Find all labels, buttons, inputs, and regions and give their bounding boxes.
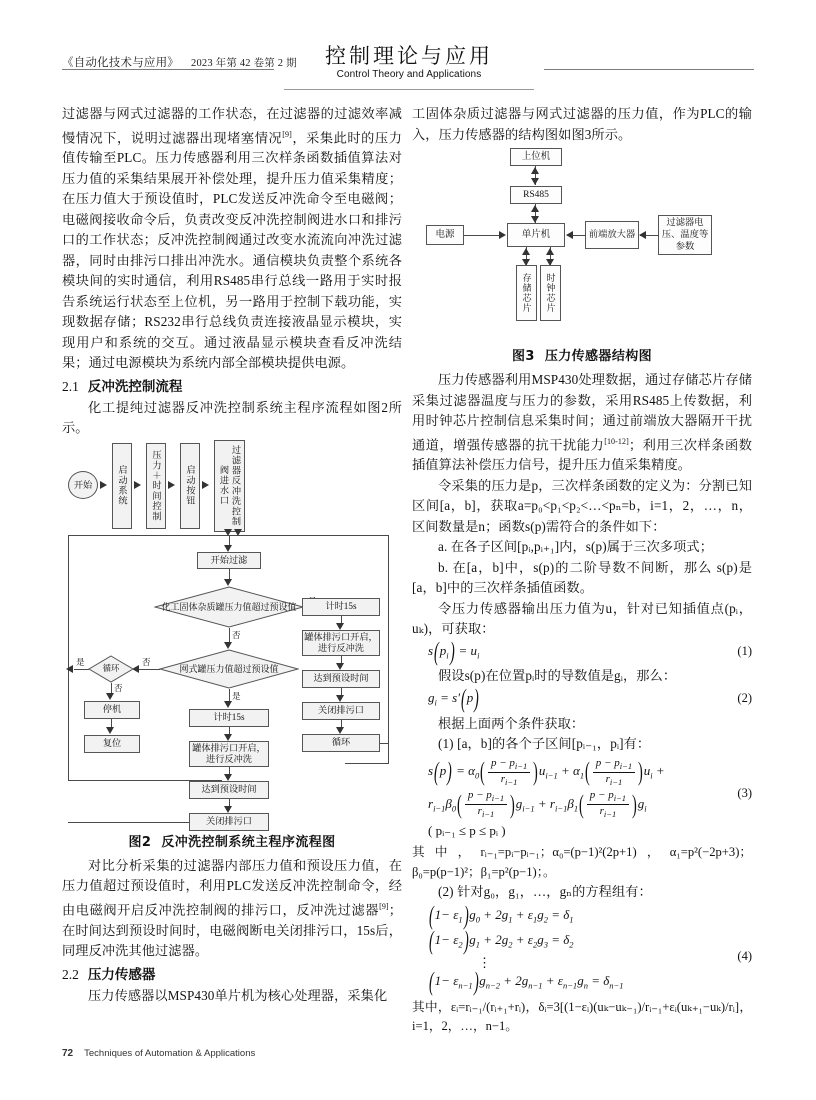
right-paragraph-7: (1) [a，b]的各个子区间[pᵢ₋₁，pᵢ]有： — [438, 736, 651, 752]
heading-2-1-number: 2.1 — [62, 378, 79, 394]
flow-start-oval: 开始 — [68, 471, 98, 499]
block-filter-params: 过滤器电压、温度等参数 — [658, 215, 712, 255]
flow-box-startup-system: 启动系统 — [112, 443, 132, 529]
flow-box-valve-inlet: 过滤器反冲洗控制阀进水口 — [214, 440, 245, 532]
arrow-begin-to-d1 — [224, 579, 232, 586]
line-right-cycle-out — [380, 743, 389, 744]
equation-3 — [412, 757, 752, 842]
condition-b: b. 在[a，b]中，s(p)的二阶导数不间断，那么 s(p)是[a，b]中的三次样条插值函数。 — [412, 559, 752, 596]
figure-2-caption-number: 图2 — [128, 834, 152, 850]
arrow-power-to-mcu — [499, 231, 506, 239]
right-paragraph-4: 令压力传感器输出压力值为u，针对已知插值点(pᵢ，uₖ)，可获取： — [412, 600, 752, 637]
equation-3-where: 其中，rᵢ₋₁=pᵢ−pᵢ₋₁；α₀=(p−1)²(2p+1)，α₁=p²(−2p+3)；β₀=p(p−1)²；β₁=p²(p−1)；。 — [412, 845, 752, 879]
equation-3-line-2: $r_{i-1}\beta_0$( $\frac{p - p_{i-1}}{r_{i-1}}$ )$g_{i-1} + r_{i-1}\beta_1$( $\frac{p - p_{i-1}}{r_{i-1}}$ )$g_i$ (3) — [412, 789, 752, 820]
equation-4-line-n: $(1- \varepsilon_{n-1})g_{n-2} + 2g_{n-1} + \varepsilon_{n-1}g_n = \delta_{n-1}$ — [428, 967, 624, 997]
section-title-cn: 控制理论与应用 — [325, 44, 493, 68]
equation-4 — [412, 900, 752, 997]
page-footer — [62, 1048, 754, 1059]
arrow-d3-no — [106, 693, 114, 700]
right-para2-a: 压力传感器利用MSP430处理数据，通过存储芯片存储采集过滤器温度与压力的参数，采用RS485上传数据，利用时钟芯片控制信息采集时间；通过前端放大器隔开干扰通道，增强传感器的抗干扰能力 — [412, 372, 752, 452]
right-paragraph-1: 工固体杂质过滤器与网式过滤器的压力值，作为PLC的输入，压力传感器的结构图如图3所示。 — [412, 106, 752, 142]
label-d2-no: 否 — [142, 656, 151, 667]
equation-1-number: (1) — [737, 643, 752, 658]
arrow-up-host — [531, 167, 539, 174]
heading-2-2 — [62, 964, 402, 986]
line-power-mcu — [464, 235, 502, 236]
arrow-loop-down-b — [234, 529, 242, 536]
left-para1-a: 过滤器与网式过滤器的工作状态，在过滤器的过滤效率减慢情况下，说明过滤器出现堵塞情况 — [62, 106, 402, 145]
loop-line-left — [68, 535, 69, 780]
block-clock-chip: 时钟芯片 — [540, 265, 561, 321]
flow-box-reset: 复位 — [84, 735, 140, 753]
journal-title-cn: 《自动化技术与应用》 — [62, 57, 179, 69]
arrow-down-mcu — [531, 216, 539, 223]
flow-box-right-close-drain: 关闭排污口 — [302, 702, 380, 720]
flow-box-mid-reach-time: 达到预设时间 — [189, 781, 269, 799]
equation-2-body: $g_i = s'(p)$ — [428, 684, 479, 713]
arrow-mid2 — [224, 774, 232, 781]
flow-box-stop-machine: 停机 — [84, 701, 140, 719]
flow-decision-solid-tank-pressure — [154, 586, 304, 628]
arrow-box1-to-box2 — [134, 481, 141, 489]
arrow-down-rs485 — [531, 178, 539, 185]
equation-3-number: (3) — [737, 785, 752, 800]
right-paragraph-9: (2) 针对g₀，g₁，…，gₙ的方程组有： — [438, 884, 652, 900]
left-para3-b: ；在时间达到预设时间时，电磁阀断电关闭排污口，15s后，同理反冲洗其他过滤器。 — [62, 902, 402, 959]
left-para3-reference: [9] — [379, 901, 389, 911]
figure-2-caption-text: 反冲洗控制系统主程序流程图 — [161, 834, 336, 850]
flow-box-right-cycle: 循环 — [302, 734, 380, 752]
arrow-valve-down-a — [224, 529, 232, 536]
equation-4-vdots: ⋮ — [478, 955, 491, 971]
left-paragraph-1 — [62, 104, 402, 374]
header-rule-left — [62, 69, 274, 70]
arrow-box2-to-box3 — [168, 481, 175, 489]
figure-3-block-diagram — [412, 145, 752, 338]
flow-box-mid-close-drain: 关闭排污口 — [189, 813, 269, 831]
left-paragraph-4: 压力传感器以MSP430单片机为核心处理器，采集化 — [88, 987, 388, 1003]
left-para1-b: ，采集此时的压力值传输至PLC。压力传感器利用三次样条函数插值算法对压力值的采集结果展开补偿处理，提升压力值采集精度；在压力值大于预设值时，PLC发送反冲洗命令至电磁阀；电磁阀接收命令后，负责改变反冲洗控制阀进水口和排污口的工作状态；反冲洗控制阀通过改变水流流向冲洗过滤器，同时由排污口排出冲洗水。通信模块负责整个系统各模块间的实时通信，利用RS485串行总线一路用于实时报告系统运行状态至上位机，另一路用于控制下载功能，实现数据存储；RS232串行总线负责连接液晶显示模块，实现用户和系统的交互。通过液晶显示模块查看反冲洗结果；通过电源模块为系统内部全部模块提供电源。 — [62, 129, 402, 371]
flow-box-begin-filter: 开始过滤 — [197, 552, 261, 569]
label-d2-yes: 是 — [232, 690, 241, 701]
arrow-into-begin-filter — [224, 545, 232, 552]
right-para2-b: ；利用三次样条函数插值算法补偿压力信号，提升压力值采集精度。 — [412, 436, 752, 473]
journal-volume-info: 2023 年第 42 卷第 2 期 — [191, 58, 297, 69]
left-para1-reference: [9] — [282, 129, 292, 139]
equation-4-line-1: $(1- \varepsilon_1)g_0 + 2g_1 + \varepsilon_1g_2 = \delta_1$ — [428, 900, 574, 930]
equation-3-line-1: $s(p) = \alpha_0$( $\frac{p - p_{i-1}}{r_{i-1}}$ )$u_{i-1} + \alpha_1$( $\frac{p - p_{i-1}}{r_{i-1}}$ )$u_i$ + — [428, 756, 665, 787]
label-d3-no: 否 — [114, 682, 123, 693]
left-paragraph-3 — [62, 856, 402, 962]
flow-box-right-reach-time: 达到预设时间 — [302, 670, 380, 688]
page-header — [62, 44, 754, 94]
arrow-start-to-box1 — [100, 481, 107, 489]
decision2-label: 网式罐压力值超过预设值 — [179, 663, 279, 674]
flow-box-right-drain-open: 罐体排污口开启，进行反冲洗 — [302, 630, 380, 656]
figure-2-caption — [62, 831, 402, 850]
equation-4-where: 其中，εᵢ=rᵢ₋₁/(rᵢ₊₁+rᵢ)，δᵢ=3[(1−εᵢ)(uₖ−uₖ₋₁)/rᵢ₋₁+εᵢ(uₖ₊₁−uₖ)/rᵢ]，i=1，2，…，n−1。 — [412, 999, 752, 1034]
footer-journal-name: Techniques of Automation & Applications — [84, 1048, 256, 1059]
line-d2-no — [138, 669, 160, 670]
left-para3-a: 对比分析采集的过滤器内部压力值和预设压力值，在压力值超过预设值时，利用PLC发送反冲洗控制命令，经由电磁阀开启反冲洗控制阀的排污口，反冲洗过滤器 — [62, 857, 402, 918]
arrow-preamp-to-mcu — [566, 231, 573, 239]
arrow-mid3 — [224, 806, 232, 813]
equation-2 — [412, 684, 752, 713]
arrow-d2-yes — [224, 701, 232, 708]
condition-a: a. 在各子区间[pᵢ,pᵢ₊₁]内，s(p)属于三次多项式； — [438, 539, 714, 555]
section-title-en: Control Theory and Applications — [336, 69, 482, 81]
equation-1-body: $s(p_i) = u_i$ — [428, 636, 480, 666]
arrow-params-to-preamp — [639, 231, 646, 239]
left-paragraph-2: 化工提纯过滤器反冲洗控制系统主程序流程如图2所示。 — [62, 399, 402, 436]
figure-2-flowchart — [62, 439, 402, 827]
flow-box-pressure-time-control: 压力＋时间控制 — [146, 443, 166, 529]
line-mid-return — [68, 822, 189, 823]
arrow-up-clock — [546, 248, 554, 255]
decision1-label: 化工固体杂质罐压力值超过预设值 — [161, 601, 297, 612]
arrow-right1 — [336, 623, 344, 630]
flow-decision-cycle — [88, 655, 134, 683]
arrow-box3-to-box4 — [202, 481, 209, 489]
block-mcu: 单片机 — [507, 223, 565, 247]
flow-box-right-timer: 计时15s — [302, 598, 380, 616]
heading-2-2-number: 2.2 — [62, 966, 79, 982]
loop-line-right — [388, 535, 389, 763]
flow-box-mid-timer: 计时15s — [189, 709, 269, 727]
right-paragraph-2 — [412, 370, 752, 476]
header-rule-bottom — [284, 89, 534, 90]
arrow-d3-yes — [66, 665, 73, 673]
arrow-mid1 — [224, 734, 232, 741]
arrow-up-storage — [522, 248, 530, 255]
label-d1-no: 否 — [232, 629, 241, 640]
decision3-label: 循环 — [102, 663, 120, 673]
figure-3-caption — [412, 345, 752, 364]
arrow-d1-no — [224, 642, 232, 649]
right-paragraph-5: 假设s(p)在位置pᵢ时的导数值是gᵢ，那么： — [438, 668, 677, 684]
flow-box-start-button: 启动按钮 — [180, 443, 200, 529]
equation-1 — [412, 636, 752, 666]
arrow-right4 — [336, 727, 344, 734]
flow-decision-mesh-tank-pressure — [159, 649, 299, 689]
arrow-up-rs485 — [531, 205, 539, 212]
flow-box-mid-drain-open: 罐体排污口开启，进行反冲洗 — [189, 741, 269, 767]
footer-page-number: 72 — [62, 1048, 74, 1059]
block-preamp: 前端放大器 — [585, 221, 639, 249]
header-section-block — [280, 44, 538, 80]
equation-4-line-2: $(1- \varepsilon_2)g_1 + 2g_2 + \varepsilon_2g_3 = \delta_2$ (4) — [412, 930, 752, 955]
header-journal-info — [62, 54, 297, 70]
figure-3-caption-number: 图3 — [511, 349, 535, 364]
heading-2-2-title: 压力传感器 — [87, 966, 156, 983]
equation-2-number: (2) — [737, 690, 752, 705]
block-power-supply: 电源 — [426, 225, 464, 245]
right-paragraph-6: 根据上面两个条件获取： — [438, 715, 585, 731]
right-column — [412, 104, 752, 1037]
equation-4-number: (4) — [737, 949, 752, 964]
right-paragraph-3: 令采集的压力是p，三次样条函数的定义为：分割已知区间[a，b]，获取a=p₀<p₁<p₂<…<pₙ=b，i=1，2，…，n，区间数量是n；函数s(p)需符合的条件如下： — [412, 477, 752, 534]
arrow-right2 — [336, 663, 344, 670]
arrow-right3 — [336, 695, 344, 702]
header-rule-right — [544, 69, 754, 70]
block-storage-chip: 存储芯片 — [516, 265, 537, 321]
line-d3-yes — [74, 669, 89, 670]
loop-line-right-bottom — [345, 763, 389, 764]
left-column — [62, 104, 402, 1006]
block-host-computer: 上位机 — [510, 148, 562, 166]
equation-3-range: ( pᵢ₋₁ ≤ p ≤ pᵢ ) — [428, 823, 506, 839]
arrow-stop-to-reset — [106, 727, 114, 734]
block-rs485: RS485 — [510, 186, 562, 204]
label-d3-yes: 是 — [76, 656, 85, 667]
figure-3-caption-text: 压力传感器结构图 — [544, 349, 653, 364]
heading-2-1-title: 反冲洗控制流程 — [87, 378, 183, 395]
right-para2-reference: [10-12] — [604, 436, 629, 446]
heading-2-1 — [62, 376, 402, 398]
